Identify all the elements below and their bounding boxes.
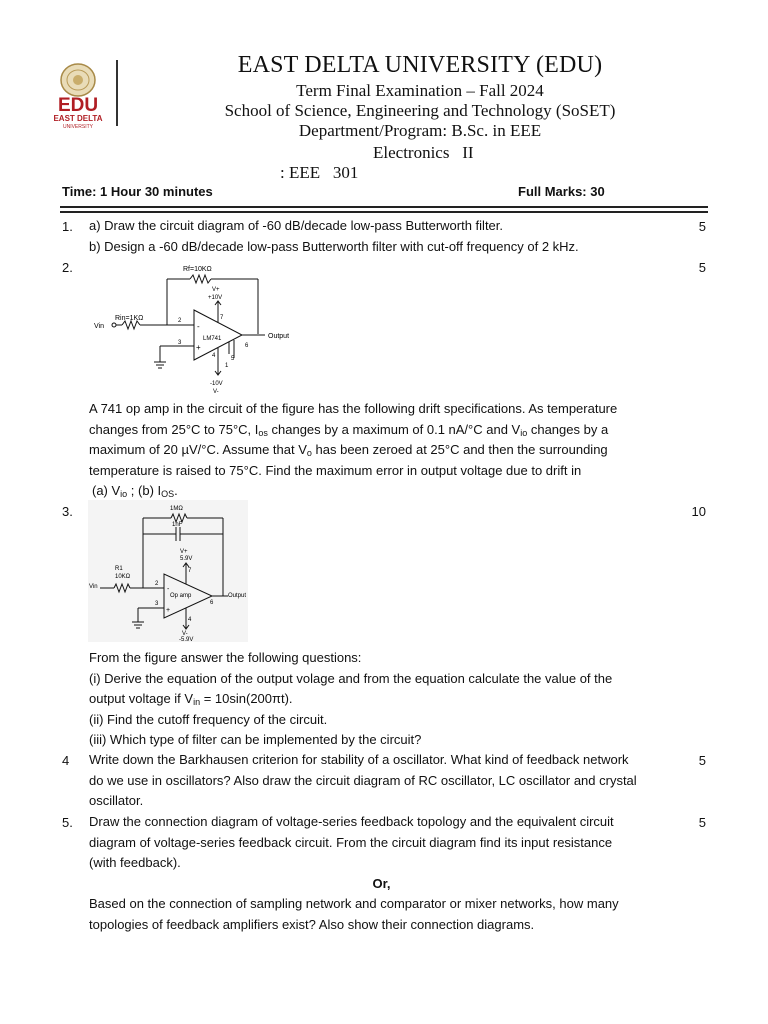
q2-circuit-figure bbox=[90, 262, 300, 397]
q3-r1-label: R1 bbox=[115, 566, 123, 572]
q4-line3: oscillator. bbox=[89, 793, 144, 808]
q2-vminus-label: V- bbox=[213, 389, 219, 395]
q5-line2: diagram of voltage-series feedback circuit. From the circuit diagram find its input resistance bbox=[89, 834, 613, 850]
q2-line3-b: has been zeroed at 25°C and then the surrounding bbox=[311, 442, 608, 457]
q2-vin-label: Vin bbox=[94, 323, 104, 330]
university-logo bbox=[40, 60, 118, 130]
q3-body bbox=[89, 648, 689, 751]
logo-subtext: EAST DELTA bbox=[53, 114, 103, 123]
q2-pin4: 4 bbox=[212, 353, 216, 359]
q4-marks: 5 bbox=[698, 753, 706, 768]
course-code: : EEE 301 bbox=[280, 163, 359, 182]
q2-pin6: 6 bbox=[245, 343, 249, 349]
q3-i-line2 bbox=[89, 689, 689, 710]
q2-line5-sub2: OS bbox=[161, 489, 175, 499]
q5-marks: 5 bbox=[698, 815, 706, 830]
logo-subtext2: UNIVERSITY bbox=[62, 124, 94, 130]
q5-body bbox=[89, 812, 689, 935]
q2-rf-label: Rf=10KΩ bbox=[183, 266, 212, 273]
q3-figure-background bbox=[88, 500, 248, 642]
q2-output-label: Output bbox=[268, 333, 290, 340]
q3-rf-label: 1MΩ bbox=[170, 506, 183, 512]
q4-line2: do we use in oscillators? Also draw the circuit diagram of RC oscillator, LC oscillator and crystal bbox=[89, 772, 637, 788]
q2-pin7: 7 bbox=[220, 315, 224, 321]
q4-line1: Write down the Barkhausen criterion for stability of a oscillator. What kind of feedback network bbox=[89, 752, 629, 767]
q2-line3-a: maximum of 20 µV/°C. Assume that V bbox=[89, 442, 307, 457]
q2-pin1: 1 bbox=[225, 363, 229, 369]
q3-minus-sign: - bbox=[167, 586, 170, 593]
full-marks: Full Marks: 30 bbox=[518, 184, 605, 199]
q4-body bbox=[89, 750, 689, 812]
q3-pin3: 3 bbox=[155, 601, 159, 607]
q2-line5-a: (a) V bbox=[92, 483, 121, 498]
q5-or: Or, bbox=[372, 875, 391, 891]
q2-line2-sub2: io bbox=[520, 427, 528, 438]
q2-vplus-value: +10V bbox=[208, 295, 223, 301]
q2-pin2: 2 bbox=[178, 318, 182, 324]
q3-ii: (ii) Find the cutoff frequency of the circuit. bbox=[89, 711, 328, 727]
q3-intro: From the figure answer the following questions: bbox=[89, 650, 362, 665]
q2-vplus-label: V+ bbox=[212, 287, 220, 293]
q3-vplus-value: 5.9V bbox=[180, 556, 193, 562]
q2-vminus-value: -10V bbox=[210, 381, 223, 387]
q3-i-line2-a: output voltage if V bbox=[89, 691, 194, 706]
course-title: Electronics II bbox=[373, 143, 474, 162]
q5-line1: Draw the connection diagram of voltage-series feedback topology and the equivalent circuit bbox=[89, 814, 614, 829]
q5-alt2: topologies of feedback amplifiers exist? Also show their connection diagrams. bbox=[89, 916, 535, 932]
q1-number: 1. bbox=[62, 219, 73, 234]
q3-marks: 10 bbox=[691, 504, 706, 519]
q2-line2 bbox=[89, 420, 689, 441]
q2-minus-sign: - bbox=[197, 322, 200, 331]
logo-text: EDU bbox=[57, 95, 99, 116]
q3-i-line1: (i) Derive the equation of the output volage and from the equation calculate the value of the bbox=[89, 670, 613, 686]
q2-opamp-label: LM741 bbox=[203, 336, 222, 342]
q2-line2-a: changes from 25°C to 75°C, I bbox=[89, 421, 259, 437]
q2-line2-b: changes by a maximum of 0.1 nA/°C and V bbox=[267, 421, 521, 437]
q5-line3: (with feedback). bbox=[89, 855, 181, 870]
department-program: Department/Program: B.Sc. in EEE bbox=[298, 121, 542, 140]
q2-line2-sub1: os bbox=[258, 427, 268, 438]
q2-plus-sign: + bbox=[196, 343, 201, 352]
q2-rin-label: Rin=1KΩ bbox=[115, 315, 144, 322]
q2-line5-sub1: io bbox=[120, 489, 128, 499]
q3-iii: (iii) Which type of filter can be implemented by the circuit? bbox=[89, 732, 422, 747]
q1-part-a: a) Draw the circuit diagram of -60 dB/decade low-pass Butterworth filter. bbox=[89, 218, 504, 233]
q1-part-b: b) Design a -60 dB/decade low-pass Butterworth filter with cut-off frequency of 2 kHz. bbox=[89, 238, 579, 254]
q5-number: 5. bbox=[62, 815, 73, 830]
q2-line1: A 741 op amp in the circuit of the figure has the following drift specifications. As temperature bbox=[89, 401, 618, 416]
q3-r1-value: 10KΩ bbox=[115, 574, 131, 580]
header-rule-bottom bbox=[60, 211, 708, 213]
q2-line5-c: . bbox=[174, 483, 178, 498]
q3-opamp-label: Op amp bbox=[170, 593, 192, 599]
exam-title: Term Final Examination – Fall 2024 bbox=[296, 81, 544, 100]
q3-plus-sign: + bbox=[166, 607, 171, 614]
q5-alt1: Based on the connection of sampling network and comparator or mixer networks, how many bbox=[89, 896, 619, 911]
q2-line4: temperature is raised to 75°C. Find the maximum error in output voltage due to drift in bbox=[89, 462, 582, 478]
q1-body bbox=[89, 216, 689, 257]
q3-pin2: 2 bbox=[155, 581, 159, 587]
exam-time: Time: 1 Hour 30 minutes bbox=[62, 184, 213, 199]
q2-line5-b: ; (b) I bbox=[127, 483, 162, 498]
university-name: EAST DELTA UNIVERSITY (EDU) bbox=[237, 52, 603, 78]
q2-line5 bbox=[89, 481, 689, 502]
q3-pin4: 4 bbox=[188, 617, 192, 623]
q3-vminus-label: V- bbox=[182, 631, 188, 637]
q3-number: 3. bbox=[62, 504, 73, 519]
header-rule-top bbox=[60, 206, 708, 208]
q3-output-label: Output bbox=[228, 593, 247, 599]
q3-vin-label: Vin bbox=[89, 584, 98, 590]
q2-marks: 5 bbox=[698, 260, 706, 275]
q2-line3 bbox=[89, 440, 689, 461]
q3-i-line2-sub: in bbox=[193, 697, 201, 707]
q3-cf-label: 1nF bbox=[172, 522, 183, 528]
q3-pin7: 7 bbox=[188, 568, 192, 574]
q3-circuit-figure bbox=[88, 500, 248, 642]
school-name: School of Science, Engineering and Technology (SoSET) bbox=[224, 101, 616, 120]
q2-pin5: 5 bbox=[231, 356, 235, 362]
q3-pin6: 6 bbox=[210, 600, 214, 606]
q1-marks: 5 bbox=[698, 219, 706, 234]
q2-line3-sub: o bbox=[306, 448, 312, 458]
q4-number: 4 bbox=[62, 753, 70, 768]
logo-divider bbox=[116, 60, 118, 126]
q2-body bbox=[89, 399, 689, 502]
q2-number: 2. bbox=[62, 260, 73, 275]
q3-vminus-value: -5.9V bbox=[179, 637, 194, 642]
q3-vplus-label: V+ bbox=[180, 549, 188, 555]
q3-i-line2-b: = 10sin(200πt). bbox=[200, 691, 293, 706]
q2-pin3: 3 bbox=[178, 340, 182, 346]
q2-line2-c: changes by a bbox=[527, 421, 609, 437]
